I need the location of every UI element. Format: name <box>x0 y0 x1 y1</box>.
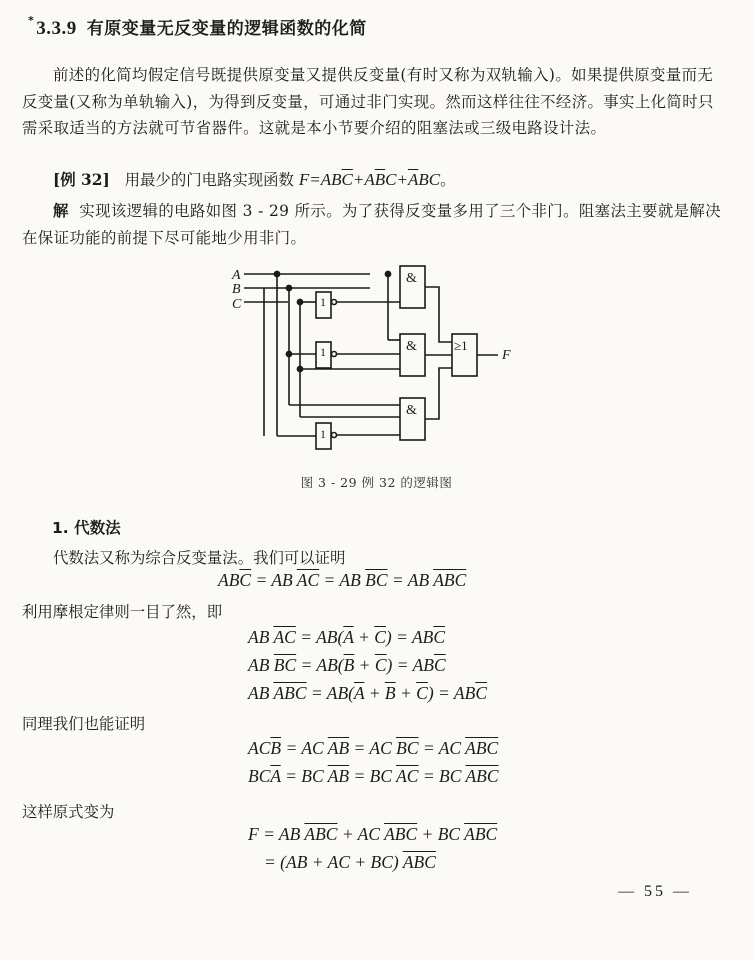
similar-intro: 同理我们也能证明 <box>22 715 146 733</box>
morgan-equation-3: AB $\overline{ABC} = AB(\overline{A} + \overline{B} + \overline{C}) = AB\overline{C}$ <box>248 683 487 703</box>
final-equation-1: F = AB $\overline{ABC}$ + AC $\overline{ABC}$ + BC $\overline{ABC}$ <box>248 824 498 844</box>
similar-equation-1: $AC\overline{B}$ = AC $\overline{AB}$ = AC $\overline{BC}$ = AC $\overline{ABC}$ <box>248 738 499 758</box>
example-function: $F=AB\overline{C}+A\overline{B}C+\overline{A}BC$ <box>298 170 441 189</box>
intro-paragraph: 前述的化简均假定信号既提供原变量又提供反变量(有时又称为双轨输入)。如果提供原变量而无反变量(又称为单轨输入)，为得到反变量，可通过非门实现。然而这样往往不经济。事实上化简时只需采取适当的方法就可节省器件。这就是本小节要介绍的阻塞法或三级电路设计法。 <box>22 66 714 137</box>
input-label-b: B <box>232 282 241 297</box>
section-heading <box>28 14 367 40</box>
input-label-a: A <box>232 268 241 283</box>
input-label-c: C <box>232 297 242 312</box>
svg-text:1: 1 <box>320 427 326 441</box>
example-tag: [例 32] <box>53 171 110 189</box>
solution-paragraph <box>22 198 722 251</box>
figure-caption: 图 3 - 29 例 32 的逻辑图 <box>300 475 453 490</box>
equation-1: $AB\overline{C}$ = AB $\overline{AC}$ = AB $\overline{BC}$ = AB $\overline{ABC}$ <box>218 570 467 590</box>
final-equation-2: = (AB + AC + BC) $\overline{ABC}$ <box>264 852 436 872</box>
section-title: 有原变量无反变量的逻辑函数的化简 <box>86 19 367 39</box>
similar-equation-2: $BC\overline{A}$ = BC $\overline{AB}$ = BC $\overline{AC}$ = BC $\overline{ABC}$ <box>248 766 499 786</box>
morgan-equation-2: AB $\overline{BC} = AB(\overline{B} + \overline{C}) = AB\overline{C}$ <box>248 655 446 675</box>
subsection-intro: 代数法又称为综合反变量法。我们可以证明 <box>53 549 346 567</box>
svg-text:&: & <box>406 339 417 354</box>
svg-text:&: & <box>406 271 417 286</box>
section-number: 3.3.9 <box>36 18 77 39</box>
transform-intro: 这样原式变为 <box>22 803 115 821</box>
logic-circuit-diagram <box>230 262 530 462</box>
optional-section-star: * <box>28 14 35 27</box>
morgan-equation-1: AB $\overline{AC} = AB(\overline{A} + \overline{C}) = AB\overline{C}$ <box>248 627 446 647</box>
page-number: — 55 — <box>618 883 692 900</box>
output-label-f: F <box>502 348 511 363</box>
example-text: 用最少的门电路实现函数 <box>124 171 294 189</box>
svg-text:1: 1 <box>320 295 326 309</box>
svg-text:1: 1 <box>320 345 326 359</box>
solution-text: 实现该逻辑的电路如图 3 - 29 所示。为了获得反变量多用了三个非门。阻塞法主要就是解决在保证功能的前提下尽可能地少用非门。 <box>22 202 721 247</box>
example-statement: [例 32] 用最少的门电路实现函数 $F=AB\overline{C}+A\overline{B}C+\overline{A}BC$。 <box>53 170 456 189</box>
svg-text:≥1: ≥1 <box>454 338 468 353</box>
svg-text:&: & <box>406 403 417 418</box>
morgan-intro: 利用摩根定律则一目了然，即 <box>22 603 223 621</box>
subsection-title: 1. 代数法 <box>52 519 121 537</box>
solution-lead: 解 <box>53 202 69 220</box>
